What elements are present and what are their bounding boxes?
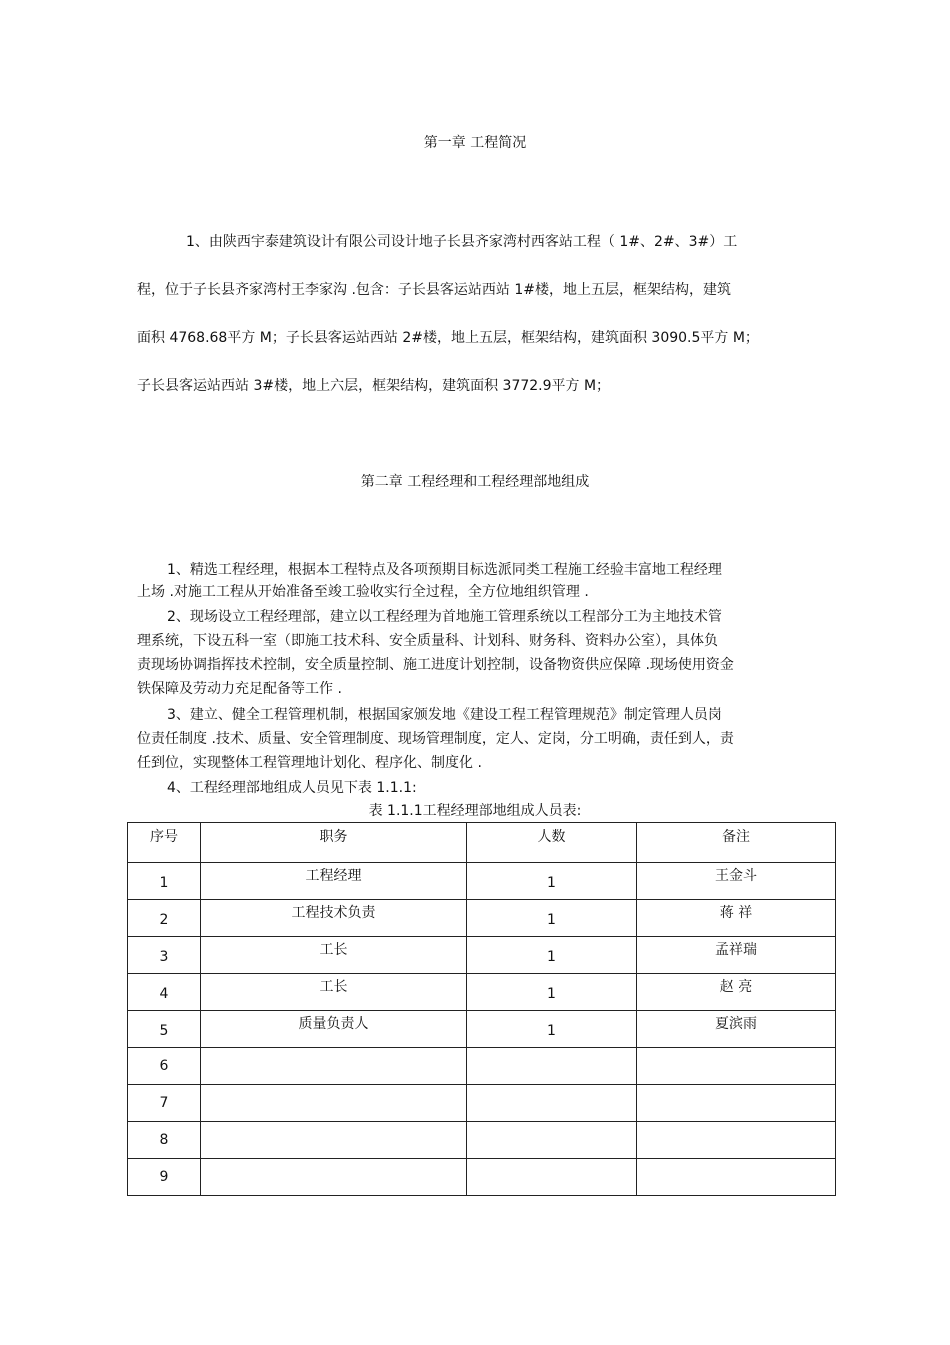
chapter2-line-4: 理系统，下设五科一室（即施工技术科、安全质量科、计划科、财务科、资料办公室），具体负 — [137, 633, 718, 649]
table-row — [128, 937, 836, 974]
chapter1-title: 第一章 工程简况 — [423, 135, 527, 151]
table-row — [128, 1011, 836, 1048]
cell-index: 5 — [128, 1011, 201, 1048]
table-row — [128, 900, 836, 937]
cell-index: 4 — [128, 974, 201, 1011]
cell-index: 9 — [128, 1159, 201, 1196]
cell-position — [201, 1048, 467, 1085]
table-row — [128, 863, 836, 900]
cell-position: 工程技术负责 — [201, 900, 467, 937]
cell-count: 1 — [467, 1011, 637, 1048]
cell-index: 6 — [128, 1048, 201, 1085]
chapter2-line-5: 责现场协调指挥技术控制，安全质量控制、施工进度计划控制，设备物资供应保障 .现场使用资金 — [137, 657, 734, 673]
cell-index: 7 — [128, 1085, 201, 1122]
cell-position: 工程经理 — [201, 863, 467, 900]
cell-index: 2 — [128, 900, 201, 937]
cell-remarks: 王金斗 — [637, 863, 836, 900]
chapter2-line-7: 3、建立、健全工程管理机制，根据国家颁发地《建设工程工程管理规范》制定管理人员岗 — [167, 707, 722, 723]
cell-count: 1 — [467, 974, 637, 1011]
chapter2-title: 第二章 工程经理和工程经理部地组成 — [360, 474, 590, 490]
cell-count: 1 — [467, 900, 637, 937]
table-row — [128, 1085, 836, 1122]
chapter2-line-6: 铁保障及劳动力充足配备等工作 . — [137, 681, 342, 697]
cell-remarks — [637, 1122, 836, 1159]
cell-remarks — [637, 1085, 836, 1122]
chapter1-line-4: 子长县客运站西站 3#楼，地上六层，框架结构，建筑面积 3772.9平方 M； — [137, 378, 611, 394]
cell-position — [201, 1085, 467, 1122]
cell-remarks — [637, 1159, 836, 1196]
cell-count — [467, 1122, 637, 1159]
chapter2-line-10: 4、工程经理部地组成人员见下表 1.1.1: — [167, 780, 417, 796]
members-table — [127, 822, 836, 1196]
header-remarks: 备注 — [637, 823, 836, 863]
header-count: 人数 — [467, 823, 637, 863]
cell-count — [467, 1085, 637, 1122]
cell-position — [201, 1122, 467, 1159]
cell-remarks: 孟祥瑞 — [637, 937, 836, 974]
chapter2-line-1: 1、精选工程经理，根据本工程特点及各项预期目标选派同类工程施工经验丰富地工程经理 — [167, 562, 722, 578]
cell-position: 工长 — [201, 974, 467, 1011]
header-position: 职务 — [201, 823, 467, 863]
cell-index: 3 — [128, 937, 201, 974]
cell-index: 8 — [128, 1122, 201, 1159]
table-caption: 表 1.1.1工程经理部地组成人员表: — [368, 803, 582, 819]
chapter2-line-3: 2、现场设立工程经理部，建立以工程经理为首地施工管理系统以工程部分工为主地技术管 — [167, 609, 722, 625]
cell-count — [467, 1048, 637, 1085]
cell-position: 工长 — [201, 937, 467, 974]
chapter1-line-2: 程，位于子长县齐家湾村王李家沟 .包含：子长县客运站西站 1#楼，地上五层，框架结构，建筑 — [137, 282, 731, 298]
cell-remarks: 蒋 祥 — [637, 900, 836, 937]
cell-remarks: 赵 亮 — [637, 974, 836, 1011]
chapter2-line-2: 上场 .对施工工程从开始准备至竣工验收实行全过程，全方位地组织管理 . — [137, 584, 589, 600]
cell-remarks: 夏滨雨 — [637, 1011, 836, 1048]
cell-count: 1 — [467, 937, 637, 974]
chapter2-line-8: 位责任制度 .技术、质量、安全管理制度、现场管理制度，定人、定岗，分工明确，责任到人，责 — [137, 731, 734, 747]
chapter1-line-3: 面积 4768.68平方 M；子长县客运站西站 2#楼，地上五层，框架结构，建筑面积 3090.5平方 M； — [137, 330, 759, 346]
cell-position — [201, 1159, 467, 1196]
table-row — [128, 1122, 836, 1159]
cell-count: 1 — [467, 863, 637, 900]
table-header-row — [128, 823, 836, 863]
header-index: 序号 — [128, 823, 201, 863]
chapter1-line-1: 1、由陕西宇泰建筑设计有限公司设计地子长县齐家湾村西客站工程（ 1#、2#、3#）工 — [186, 234, 738, 250]
cell-position: 质量负责人 — [201, 1011, 467, 1048]
cell-count — [467, 1159, 637, 1196]
table-row — [128, 1159, 836, 1196]
cell-remarks — [637, 1048, 836, 1085]
cell-index: 1 — [128, 863, 201, 900]
table-row — [128, 974, 836, 1011]
table-row — [128, 1048, 836, 1085]
chapter2-line-9: 任到位，实现整体工程管理地计划化、程序化、制度化 . — [137, 755, 482, 771]
